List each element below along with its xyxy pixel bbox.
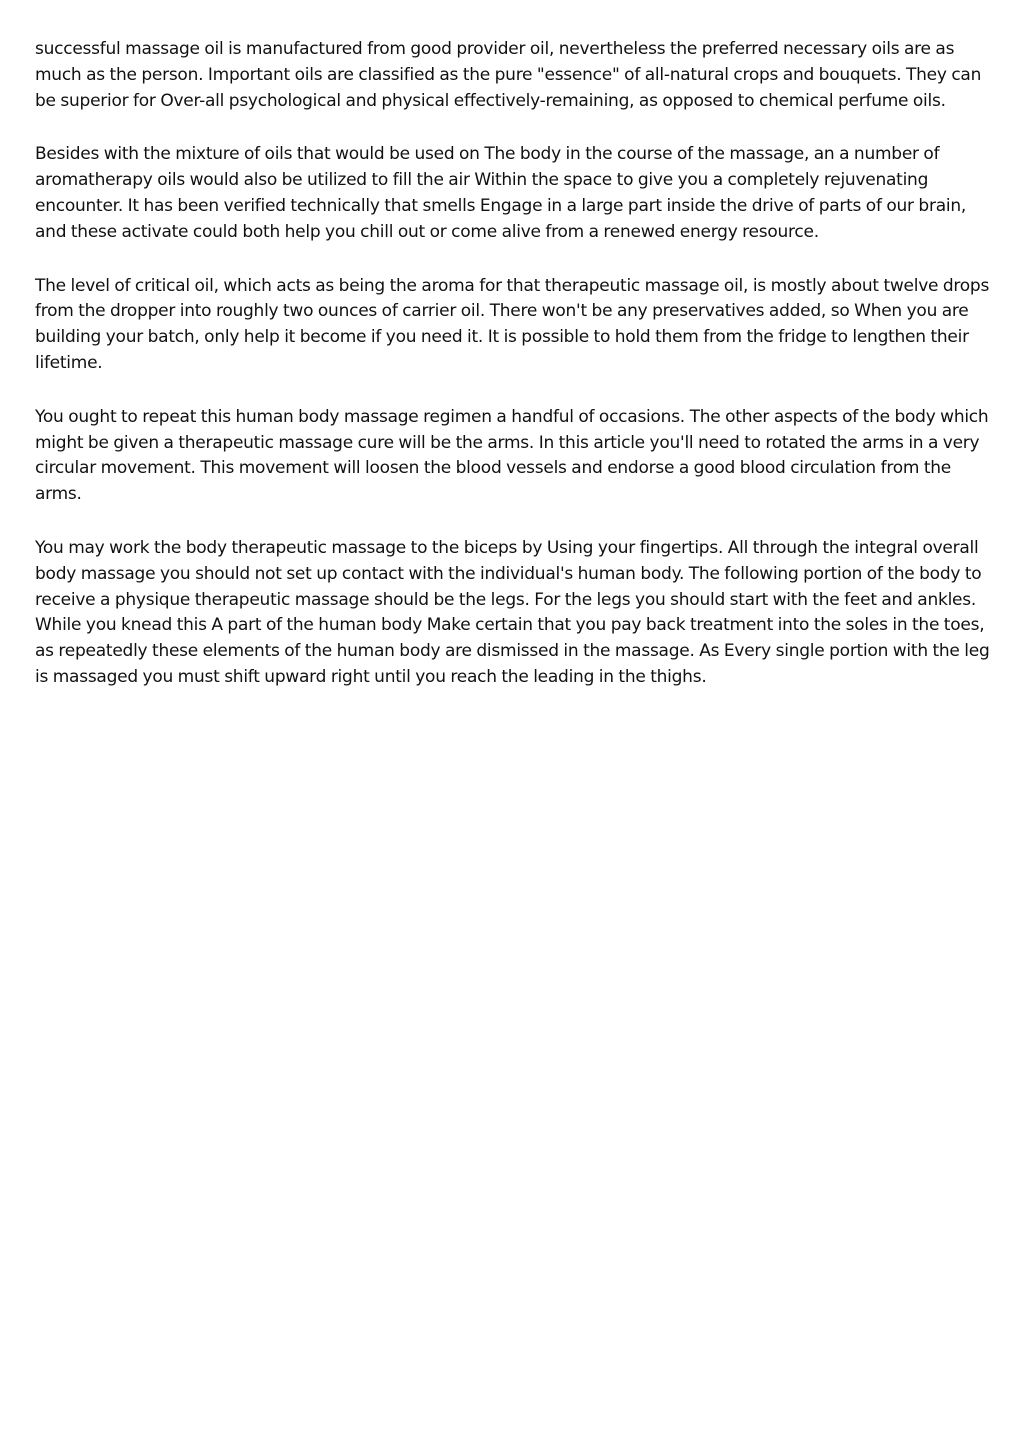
paragraph-4: You ought to repeat this human body massage regimen a handful of occasions. The other aspects of the body which might be given a therapeutic massage cure will be the arms. In this article you'll need to rotated the arms in a very circular movement. This movement will loosen the blood vessels and endorse a good blood circulation from the arms. xyxy=(35,406,989,505)
paragraph-1: successful massage oil is manufactured from good provider oil, nevertheless the preferred necessary oils are as much as the person. Important oils are classified as the pure "essence" of all-natural crops and bouquets. They can be superior for Over-all psychological and physical effectively-remaining, as opposed to chemical perfume oils. xyxy=(35,39,982,111)
document-page xyxy=(35,37,993,719)
paragraph-3: The level of critical oil, which acts as being the aroma for that therapeutic massage oil, is mostly about twelve drops from the dropper into roughly two ounces of carrier oil. There won't be any preservatives added, so When you are building your batch, only help it become if you need it. It is possible to hold them from the fridge to lengthen their lifetime. xyxy=(35,275,990,373)
paragraph-2: Besides with the mixture of oils that would be used on The body in the course of the massage, an a number of aromatherapy oils would also be utilized to fill the air Within the space to give you a completely rejuvenating encounter. It has been verified technically that smells Engage in a large part inside the drive of parts of our brain, and these activate could both help you chill out or come alive from a renewed energy resource. xyxy=(35,144,967,242)
paragraph-5: You may work the body therapeutic massage to the biceps by Using your fingertips. All through the integral overall body massage you should not set up contact with the individual's human body. The following portion of the body to receive a physique therapeutic massage should be the legs. For the legs you should start with the feet and ankles. While you knead this A part of the human body Make certain that you pay back treatment into the soles in the toes, as repeatedly these elements of the human body are dismissed in the massage. As Every single portion with the leg is massaged you must shift upward right until you reach the leading in the thighs. xyxy=(35,537,990,687)
